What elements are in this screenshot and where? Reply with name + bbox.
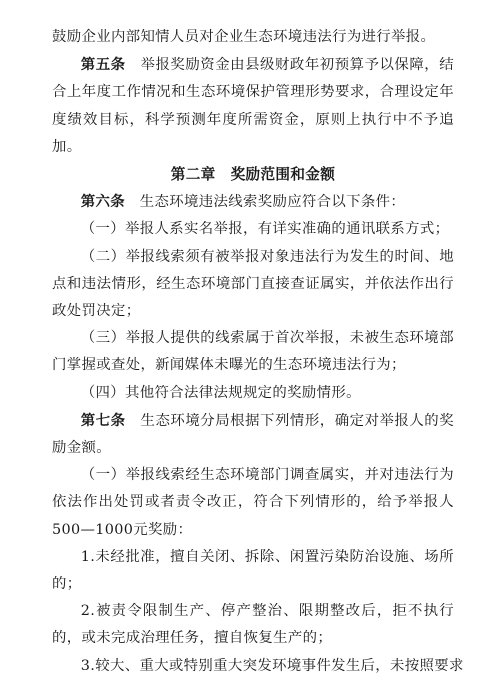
reward-item-2: 2.被责令限制生产、停产整治、限期整改后，拒不执行的，或未完成治理任务，擅自恢复生产的； [52, 603, 454, 647]
reward-item-3: 3.较大、重大或特别重大突发环境事件发生后，未按照要求 [80, 657, 464, 674]
reward-item-1: 1.未经批准，擅自关闭、拆除、闲置污染防治设施、场所的； [52, 548, 454, 593]
condition-2: （二）举报线索须有被举报对象违法行为发生的时间、地点和违法情形，经生态环境部门直接查证属实，并依法作出行政处罚决定； [52, 248, 454, 320]
condition-4: （四）其他符合法律法规规定的奖励情形。 [80, 384, 361, 401]
paragraph-intro-line: 鼓励企业内部知情人员对企业生态环境违法行为进行举报。 [52, 29, 436, 45]
condition-3: （三）举报人提供的线索属于首次举报，未被生态环境部门掌握或查处，新闻媒体未曝光的生态环境违法行为； [52, 330, 454, 374]
article-6-label: 第六条 [80, 193, 126, 211]
document-body [52, 24, 464, 680]
article-7-text: 生态环境分局根据下列情形，确定对举报人的奖励金额。 [52, 412, 454, 457]
article-5 [52, 51, 454, 161]
chapter-2-heading: 第二章 奖励范围和金额 [170, 166, 336, 184]
article-7-label: 第七条 [80, 411, 126, 429]
article-5-text: 举报奖励资金由县级财政年初预算予以保障，结合上年度工作情况和生态环境保护管理形势要求，合理设定年度绩效目标，科学预测年度所需资金，原则上执行中不予追加。 [52, 57, 454, 155]
article-6-text: 生态环境违法线索奖励应符合以下条件： [139, 194, 406, 211]
condition-1: （一）举报人系实名举报，有详实准确的通讯联系方式； [80, 221, 450, 238]
article-6 [52, 188, 454, 216]
reward-tier-1: （一）举报线索经生态环境部门调查属实，并对违法行为依法作出处罚或者责令改正，符合下列情形的，给予举报人500—1000元奖励： [52, 467, 454, 538]
article-7 [52, 407, 454, 462]
article-5-label: 第五条 [80, 56, 126, 74]
